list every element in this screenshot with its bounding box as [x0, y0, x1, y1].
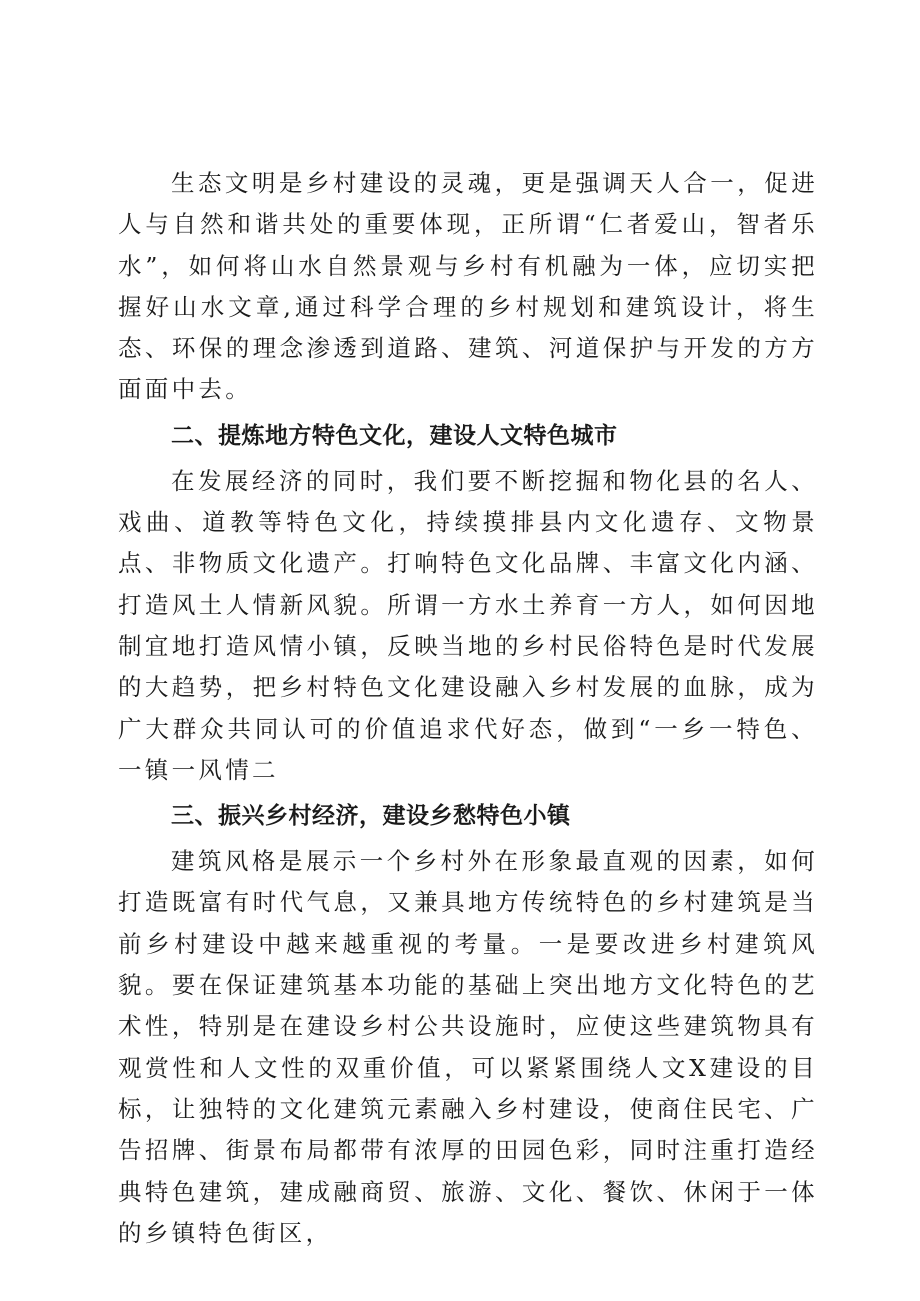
paragraph-architecture-style: 建筑风格是展示一个乡村外在形象最直观的因素，如何打造既富有时代气息，又兼具地方传统特色的乡村建筑是当前乡村建设中越来越重视的考量。一是要改进乡村建筑风貌。要在保证建筑基本功能的基础上突出地方文化特色的艺术性，特别是在建设乡村公共设施时，应使这些建筑物具有观赏性和人文性的双重价值，可以紧紧围绕人文X建设的目标，让独特的文化建筑元素融入乡村建设，使商住民宅、广告招牌、街景布局都带有浓厚的田园色彩，同时注重打造经典特色建筑，建成融商贸、旅游、文化、餐饮、休闲于一体的乡镇特色街区，	[118, 847, 818, 1247]
section-heading-2: 二、提炼地方特色文化，建设人文特色城市	[171, 422, 618, 449]
document-body	[118, 163, 818, 1254]
paragraph-ecological-civilization: 生态文明是乡村建设的灵魂，更是强调天人合一，促进人与自然和谐共处的重要体现，正所谓“仁者爱山，智者乐水”，如何将山水自然景观与乡村有机融为一体，应切实把握好山水文章,通过科学合理的乡村规划和建筑设计，将生态、环保的理念渗透到道路、建筑、河道保护与开发的方方面面中去。	[118, 169, 818, 404]
section-heading-3: 三、振兴乡村经济，建设乡愁特色小镇	[171, 803, 571, 830]
paragraph-local-culture: 在发展经济的同时，我们要不断挖掘和物化县的名人、戏曲、道教等特色文化，持续摸排县内文化遗存、文物景点、非物质文化遗产。打响特色文化品牌、丰富文化内涵、打造风土人情新风貌。所谓一方水土养育一方人，如何因地制宜地打造风情小镇，反映当地的乡村民俗特色是时代发展的大趋势，把乡村特色文化建设融入乡村发展的血脉，成为广大群众共同认可的价值追求代好态，做到“一乡一特色、一镇一风情二	[118, 466, 818, 784]
